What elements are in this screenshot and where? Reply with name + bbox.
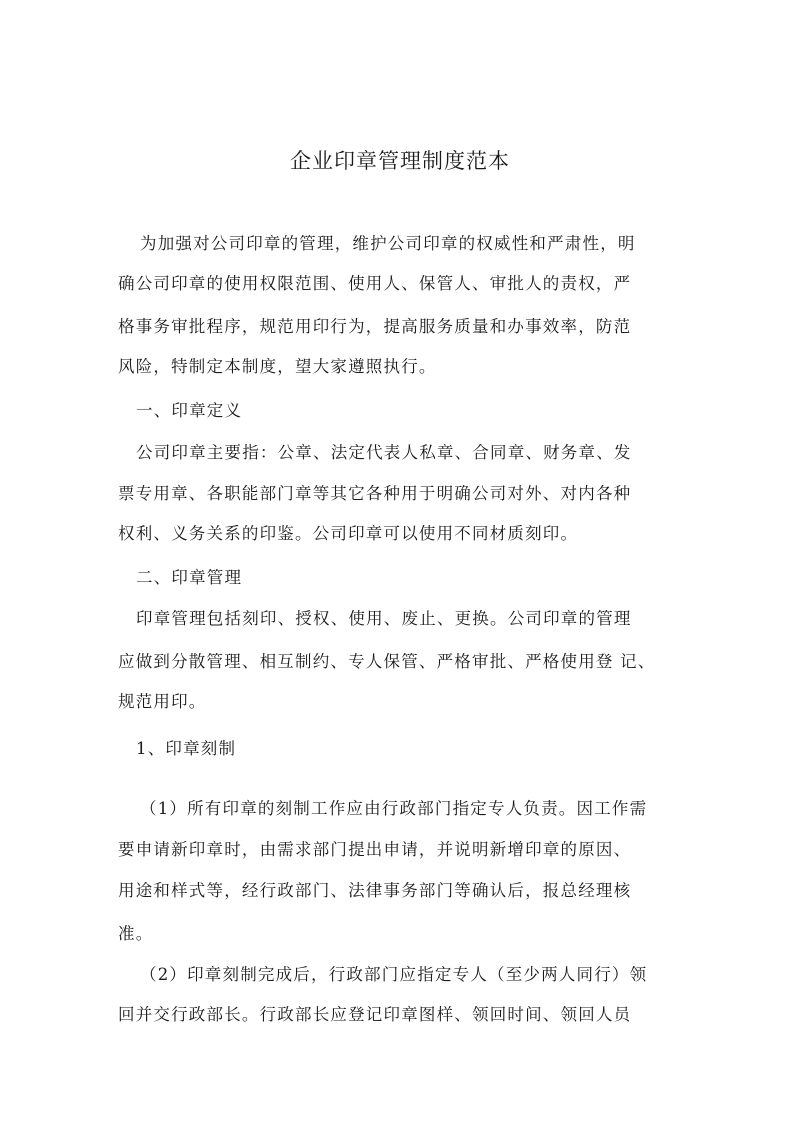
paragraph-line: （1）所有印章的刻制工作应由行政部门指定专人负责。因工作需 <box>140 799 648 818</box>
paragraph-line: （2）印章刻制完成后，行政部门应指定专人（至少两人同行）领 <box>140 965 648 984</box>
paragraph-line: 应做到分散管理、相互制约、专人保管、严格审批、严格使用登 记、 <box>118 652 656 671</box>
section-heading: 二、印章管理 <box>136 568 243 587</box>
document-title: 企业印章管理制度范本 <box>290 149 510 173</box>
paragraph-line: 为加强对公司印章的管理，维护公司印章的权威性和严肃性，明 <box>140 234 636 253</box>
paragraph-line: 印章管理包括刻印、授权、使用、废止、更换。公司印章的管理 <box>136 609 632 628</box>
paragraph-line: 公司印章主要指：公章、法定代表人私章、合同章、财务章、发 <box>136 443 632 462</box>
paragraph-line: 规范用印。 <box>118 692 207 711</box>
paragraph-line: 权利、义务关系的印鉴。公司印章可以使用不同材质刻印。 <box>118 524 579 543</box>
paragraph-line: 风险，特制定本制度，望大家遵照执行。 <box>118 357 437 376</box>
section-heading: 一、印章定义 <box>136 401 243 420</box>
paragraph-line: 用途和样式等，经行政部门、法律事务部门等确认后，报总经理核 <box>118 881 632 900</box>
subsection-heading: 1、印章刻制 <box>136 739 237 758</box>
paragraph-line: 格事务审批程序，规范用印行为，提高服务质量和办事效率，防范 <box>118 317 632 336</box>
paragraph-line: 票专用章、各职能部门章等其它各种用于明确公司对外、对内各种 <box>118 484 632 503</box>
paragraph-line: 确公司印章的使用权限范围、使用人、保管人、审批人的责权，严 <box>118 274 632 293</box>
paragraph-line: 回并交行政部长。行政部长应登记印章图样、领回时间、领回人员 <box>118 1005 632 1024</box>
paragraph-line: 准。 <box>118 924 154 943</box>
paragraph-line: 要申请新印章时，由需求部门提出申请，并说明新增印章的原因、 <box>118 840 632 859</box>
